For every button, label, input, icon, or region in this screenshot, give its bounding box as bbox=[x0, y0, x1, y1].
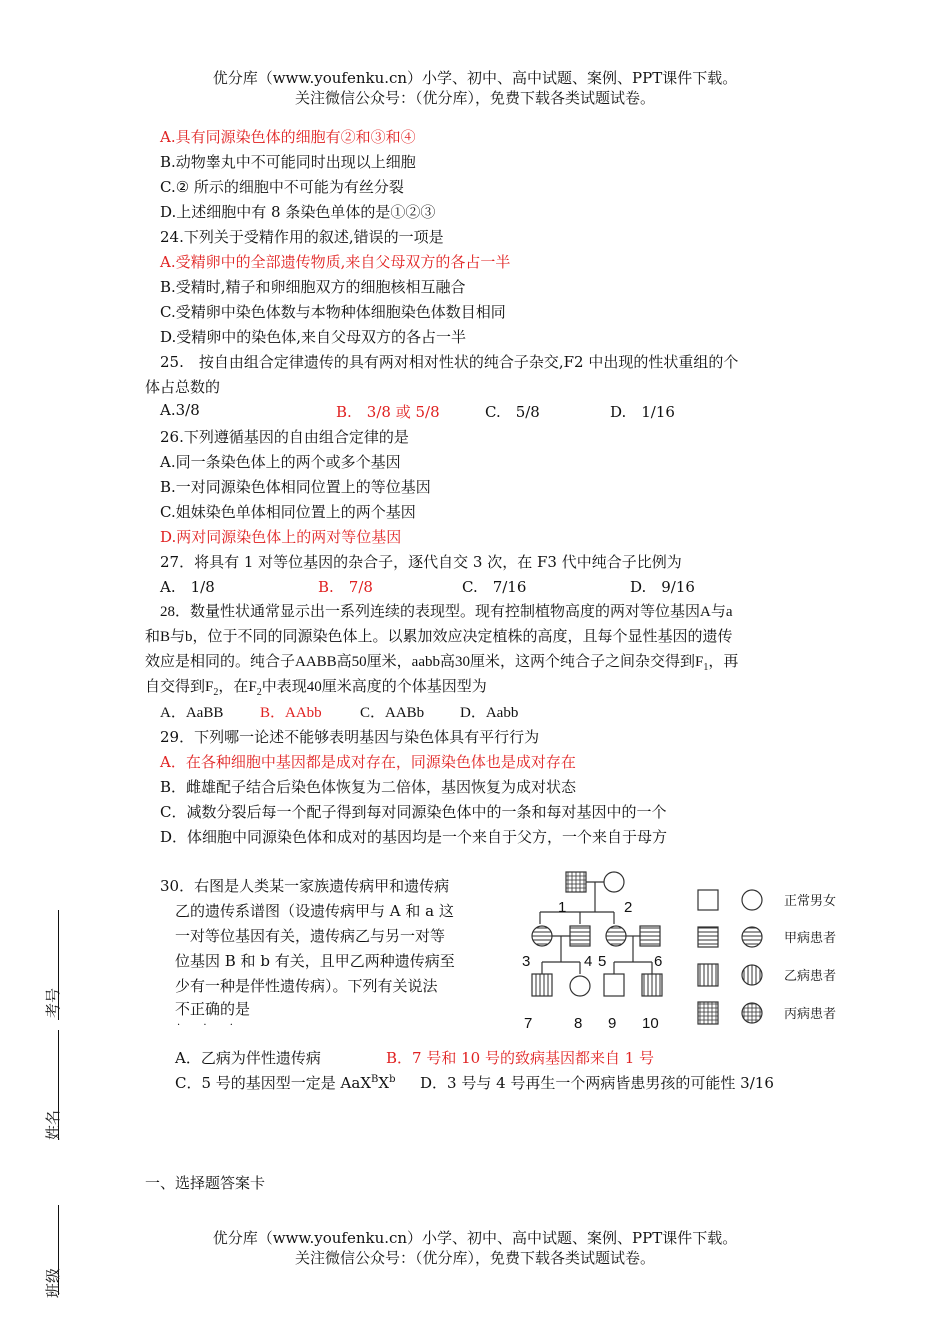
q28-option-d: D．Aabb bbox=[460, 705, 519, 721]
q30-line-1: 30．右图是人类某一家族遗传病甲和遗传病 bbox=[160, 877, 450, 895]
q28-option-c: C．AABb bbox=[360, 705, 425, 721]
q26-option-a: A.同一条染色体上的两个或多个基因 bbox=[160, 453, 401, 471]
q27-option-c: C. 7/16 bbox=[462, 578, 527, 596]
q24-option-a: A.受精卵中的全部遗传物质,来自父母双方的各占一半 bbox=[160, 253, 511, 271]
q30-option-a: A．乙病为伴性遗传病 bbox=[175, 1049, 321, 1067]
q27-option-b: B. 7/8 bbox=[318, 578, 373, 596]
pedigree-number-9: 9 bbox=[608, 1015, 617, 1032]
pedigree-number-8: 8 bbox=[574, 1015, 583, 1032]
pedigree-number-6: 6 bbox=[654, 953, 663, 970]
q24-option-d: D.受精卵中的染色体,来自父母双方的各占一半 bbox=[160, 328, 467, 346]
q27-stem: 27．将具有 1 对等位基因的杂合子，逐代自交 3 次，在 F3 代中纯合子比例为 bbox=[160, 553, 682, 571]
q30-line-2: 乙的遗传系谱图（设遗传病甲与 A 和 a 这 bbox=[175, 902, 454, 920]
header-line-2: 关注微信公众号：（优分库），免费下载各类试题试卷。 bbox=[294, 89, 655, 107]
q24-option-b: B.受精时,精子和卵细胞双方的细胞核相互融合 bbox=[160, 278, 466, 296]
footer-line-1: 优分库（www.youfenku.cn）小学、初中、高中试题、案例、PPT课件下载。 bbox=[212, 1229, 738, 1247]
q25-stem-cont: 体占总数的 bbox=[145, 378, 221, 396]
footer-line-2: 关注微信公众号：（优分库），免费下载各类试题试卷。 bbox=[294, 1249, 655, 1267]
q28-option-b: B．AAbb bbox=[260, 705, 322, 721]
q30-option-d: D．3 号与 4 号再生一个两病皆患男孩的可能性 3/16 bbox=[420, 1074, 774, 1092]
q30-line-3: 一对等位基因有关，遗传病乙与另一对等 bbox=[175, 927, 446, 945]
header-line-1: 优分库（www.youfenku.cn）小学、初中、高中试题、案例、PPT课件下载。 bbox=[212, 69, 738, 87]
q29-option-a: A．在各种细胞中基因都是成对存在，同源染色体也是成对存在 bbox=[160, 753, 576, 771]
q25-option-a: A.3/8 bbox=[160, 401, 200, 419]
q28-line-2: 和B与b，位于不同的同源染色体上。以累加效应决定植株的高度，且每个显性基因的遗传 bbox=[145, 629, 733, 645]
exam-number-label: 考号 bbox=[44, 987, 62, 1018]
class-label: 班级 bbox=[44, 1267, 62, 1298]
q29-option-b: B．雌雄配子结合后染色体恢复为二倍体，基因恢复为成对状态 bbox=[160, 778, 577, 796]
q23-option-a: A.具有同源染色体的细胞有②和③和④ bbox=[160, 128, 416, 146]
pedigree-number-10: 10 bbox=[642, 1015, 659, 1032]
legend-disease-c: 丙病患者 bbox=[784, 1006, 837, 1021]
q28-line-4: 自交得到$F_2$，在$F_2$中表现40厘米高度的个体基因型为 bbox=[145, 679, 487, 698]
q29-stem: 29．下列哪一论述不能够表明基因与染色体具有平行行为 bbox=[160, 728, 540, 746]
q25-option-b: B. 3/8 或 5/8 bbox=[336, 403, 440, 421]
q23-option-b: B.动物睾丸中不可能同时出现以上细胞 bbox=[160, 153, 416, 171]
q29-option-d: D．体细胞中同源染色体和成对的基因均是一个来自于父方，一个来自于母方 bbox=[160, 828, 668, 846]
pedigree-diagram bbox=[518, 862, 878, 1037]
legend-normal: 正常男女 bbox=[784, 893, 837, 908]
answer-card-title: 一、选择题答案卡 bbox=[145, 1174, 266, 1192]
q25-option-c: C. 5/8 bbox=[485, 403, 540, 421]
legend-disease-a: 甲病患者 bbox=[784, 930, 837, 945]
q30-line-4: 位基因 B 和 b 有关，且甲乙两种遗传病至 bbox=[175, 952, 455, 970]
pedigree-number-1: 1 bbox=[558, 899, 567, 916]
q25-stem: 25. 按自由组合定律遗传的具有两对相对性状的纯合子杂交,F2 中出现的性状重组的个 bbox=[160, 353, 739, 371]
q27-option-d: D. 9/16 bbox=[630, 578, 695, 596]
q30-option-c: C．5 号的基因型一定是 $AaX^BX^b$ bbox=[175, 1074, 396, 1092]
q26-option-c: C.姐妹染色单体相同位置上的两个基因 bbox=[160, 503, 416, 521]
pedigree-number-5: 5 bbox=[598, 953, 607, 970]
q28-line-1: 28．数量性状通常显示出一系列连续的表现型。现有控制植物高度的两对等位基因A与a bbox=[160, 604, 733, 620]
q23-option-d: D.上述细胞中有 8 条染色单体的是①②③ bbox=[160, 203, 436, 221]
q29-option-c: C．减数分裂后每一个配子得到每对同源染色体中的一条和每对基因中的一个 bbox=[160, 803, 667, 821]
q30-option-b: B．7 号和 10 号的致病基因都来自 1 号 bbox=[386, 1049, 655, 1067]
emphasis-dots: · · · bbox=[177, 1020, 243, 1031]
pedigree-number-4: 4 bbox=[584, 953, 593, 970]
q23-option-c: C.② 所示的细胞中不可能为有丝分裂 bbox=[160, 178, 404, 196]
pedigree-number-2: 2 bbox=[624, 899, 633, 916]
q28-line-3: 效应是相同的。纯合子AABB高50厘米，aabb高30厘米，这两个纯合子之间杂交得到$F_1$，再 bbox=[145, 654, 739, 673]
q24-option-c: C.受精卵中染色体数与本物种体细胞染色体数目相同 bbox=[160, 303, 506, 321]
pedigree-number-7: 7 bbox=[524, 1015, 533, 1032]
q25-option-d: D. 1/16 bbox=[610, 403, 675, 421]
name-label: 姓名 bbox=[44, 1109, 62, 1140]
q28-option-a: A．AaBB bbox=[160, 705, 224, 721]
q26-option-d: D.两对同源染色体上的两对等位基因 bbox=[160, 528, 402, 546]
legend-disease-b: 乙病患者 bbox=[784, 968, 837, 983]
q26-stem: 26.下列遵循基因的自由组合定律的是 bbox=[160, 428, 409, 446]
q26-option-b: B.一对同源染色体相同位置上的等位基因 bbox=[160, 478, 431, 496]
q24-stem: 24.下列关于受精作用的叙述,错误的一项是 bbox=[160, 228, 444, 246]
q27-option-a: A. 1/8 bbox=[160, 578, 215, 596]
q30-line-6: 不正确的是 bbox=[175, 1000, 251, 1018]
q30-line-5: 少有一种是伴性遗传病）。下列有关说法 bbox=[175, 977, 438, 995]
pedigree-number-3: 3 bbox=[522, 953, 531, 970]
